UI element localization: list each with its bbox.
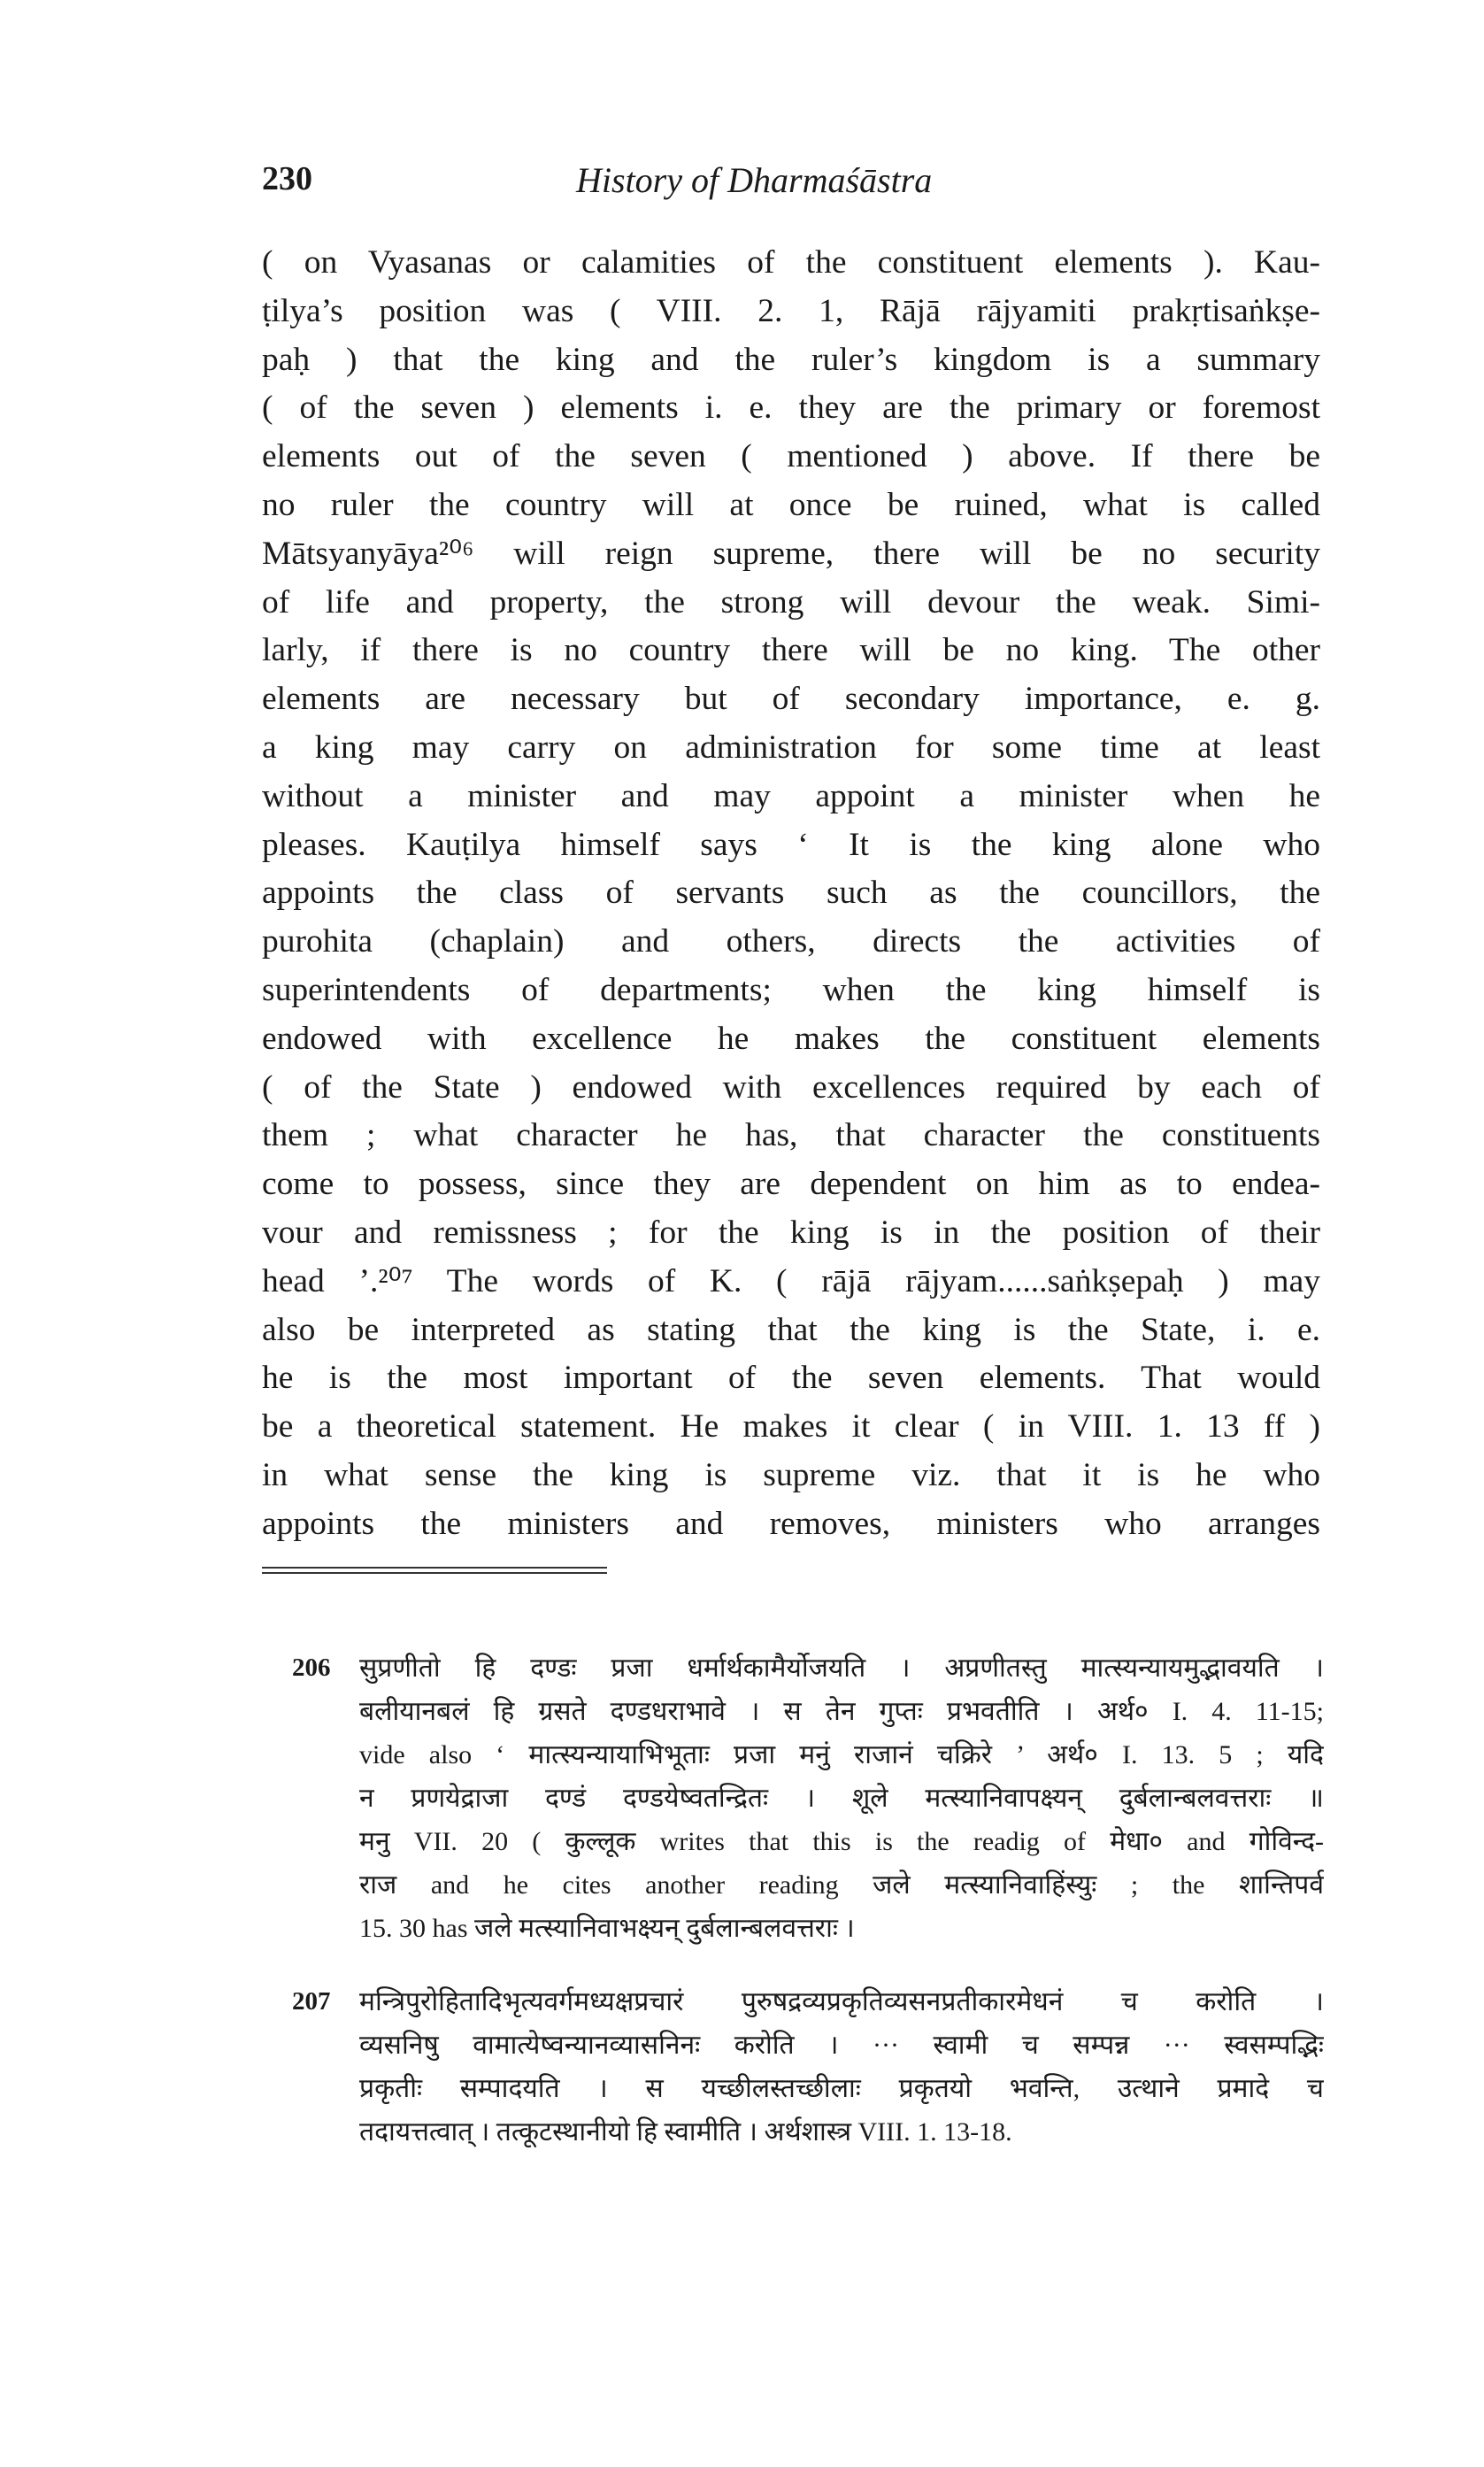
main-text (262, 239, 1320, 1549)
footnote-207 (262, 1980, 1324, 2154)
text-line: pleases. Kauṭilya himself says ‘ It is the king alone who (262, 826, 1320, 863)
text-line: superintendents of departments; when the king himself is (262, 971, 1320, 1008)
text-line: vour and remissness ; for the king is in the position of their (262, 1214, 1320, 1251)
text-line: appoints the class of servants such as the councillors, the (262, 875, 1320, 912)
text-line: Mātsyanyāya²⁰⁶ will reign supreme, there will be no security (262, 535, 1320, 572)
footnote-separator (262, 1567, 607, 1577)
text-line: a king may carry on administration for some time at least (262, 729, 1320, 766)
text-line: ( on Vyasanas or calamities of the constituent elements ). Kau- (262, 244, 1320, 281)
text-line: endowed with excellence he makes the constituent elements (262, 1020, 1320, 1057)
running-title: History of Dharmaśāstra (576, 160, 933, 200)
text-line: elements out of the seven ( mentioned ) above. If there be (262, 438, 1320, 475)
text-line: larly, if there is no country there will be no king. The other (262, 632, 1320, 669)
text-line: ( of the seven ) elements i. e. they are the primary or foremost (262, 389, 1320, 427)
text-line: purohita (chaplain) and others, directs the activities of (262, 923, 1320, 960)
footnote-line: बलीयानबलं हि ग्रसते दण्डधराभावे । स तेन गुप्तः प्रभवतीति । अर्थ० I. 4. 11-15; (359, 1697, 1324, 1726)
text-line: of life and property, the strong will devour the weak. Simi- (262, 583, 1320, 621)
text-line: he is the most important of the seven elements. That would (262, 1360, 1320, 1397)
footnote-line: vide also ‘ मात्स्यन्यायाभिभूताः प्रजा मनुं राजानं चक्रिरे ’ अर्थ० I. 13. 5 ; यदि (359, 1740, 1324, 1769)
text-line: them ; what character he has, that character the constituents (262, 1117, 1320, 1154)
text-line: paḥ ) that the king and the ruler’s kingdom is a summary (262, 341, 1320, 378)
footnote-line: 15. 30 has जले मत्स्यानिवाभक्ष्यन् दुर्बलान्बलवत्तराः । (359, 1914, 855, 1943)
footnote-line: मन्त्रिपुरोहितादिभृत्यवर्गमध्यक्षप्रचारं पुरुषद्रव्यप्रकृतिव्यसनप्रतीकारमेधनं च करोति । (359, 1987, 1324, 2016)
footnote-number: 207 (292, 1987, 331, 2016)
footnote-line: व्यसनिषु वामात्येष्वन्यानव्यासनिनः करोति । ··· स्वामी च सम्पन्न ··· स्वसम्पद्भिः (359, 2031, 1324, 2060)
footnote-line: सुप्रणीतो हि दण्डः प्रजा धर्मार्थकामैर्योजयति । अप्रणीतस्तु मात्स्यन्यायमुद्भावयति । (359, 1654, 1324, 1683)
text-line: in what sense the king is supreme viz. that it is he who (262, 1456, 1320, 1493)
text-line: without a minister and may appoint a minister when he (262, 777, 1320, 814)
text-line: ( of the State ) endowed with excellences required by each of (262, 1068, 1320, 1106)
footnote-line: न प्रणयेद्राजा दण्डं दण्डयेष्वतन्द्रितः । शूले मत्स्यानिवापक्ष्यन् दुर्बलान्बलवत्तराः ॥ (359, 1784, 1324, 1813)
text-line: appoints the ministers and removes, ministers who arranges (262, 1505, 1320, 1542)
text-line: be a theoretical statement. He makes it clear ( in VIII. 1. 13 ff ) (262, 1408, 1320, 1446)
page-header (262, 159, 1324, 212)
text-line: also be interpreted as stating that the king is the State, i. e. (262, 1311, 1320, 1348)
text-line: no ruler the country will at once be ruined, what is called (262, 486, 1320, 523)
footnote-line: मनु VII. 20 ( कुल्लूक writes that this is the readig of मेधा० and गोविन्द- (359, 1827, 1324, 1856)
footnote-line: प्रकृतीः सम्पादयति । स यच्छीलस्तच्छीलाः प्रकृतयो भवन्ति, उत्थाने प्रमादे च (359, 2074, 1324, 2103)
footnotes (262, 1646, 1324, 2184)
text-line: come to possess, since they are dependent on him as to endea- (262, 1166, 1320, 1203)
footnote-line: तदायत्तत्वात् । तत्कूटस्थानीयो हि स्वामीति । अर्थशास्त्र VIII. 1. 13-18. (359, 2117, 1012, 2147)
footnote-number: 206 (292, 1654, 331, 1682)
text-line: head ’.²⁰⁷ The words of K. ( rājā rājyam......saṅkṣepaḥ ) may (262, 1262, 1320, 1299)
footnote-line: राज and he cites another reading जले मत्स्यानिवाहिंस्युः ; the शान्तिपर्व (359, 1870, 1324, 1900)
text-line: ṭilya’s position was ( VIII. 2. 1, Rājā rājyamiti prakṛtisaṅkṣe- (262, 292, 1320, 329)
text-line: elements are necessary but of secondary importance, e. g. (262, 681, 1320, 718)
page-number: 230 (262, 160, 312, 197)
footnote-206 (262, 1646, 1324, 1950)
